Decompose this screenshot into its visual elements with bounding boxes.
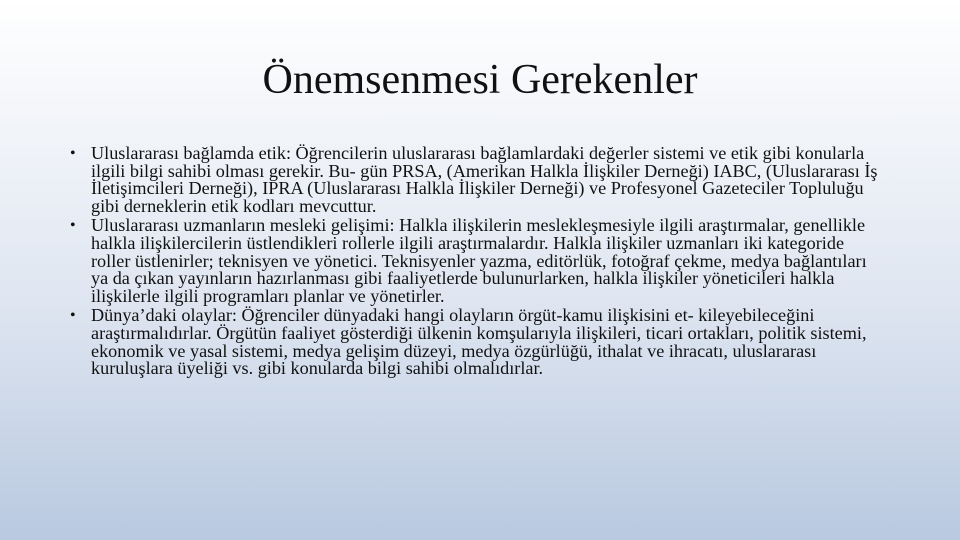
bullet-item-world-events <box>70 307 880 377</box>
bullet-marker: • <box>70 145 76 162</box>
bullet-text: Uluslararası uzmanların mesleki gelişimi: Halkla ilişkilerin meslekleşmesiyle ilgili araştırmalar, genellikle halkla ilişkilercilerin üstlendikleri rollerle ilgili araştırmalardır. Halkla ilişkiler uzmanları iki kategoride roller üstlenirler; teknisyen ve yönetici. Teknisyenler yazma, editörlük, fotoğraf çekme, medya bağlantıları ya da çıkan yayınların hazırlanması gibi faaliyetlerde bulunurlarken, halkla ilişkiler yöneticileri halkla ilişkilerle ilgili programları planlar ve yönetirler. <box>91 215 867 306</box>
bullet-text: Dünya’daki olaylar: Öğrenciler dünyadaki hangi olayların örgüt-kamu ilişkisini et- kileyebileceğini araştırmalıdırlar. Örgütün faaliyet gösterdiği ülkenin komşularıyla ilişkileri, ticari ortakları, politik sistemi, ekonomik ve yasal sistemi, medya gelişim düzeyi, medya özgürlüğü, ithalat ve ihracatı, uluslararası kuruluşlara üyeliği vs. gibi konularda bilgi sahibi olmalıdırlar. <box>91 305 867 379</box>
bullet-list <box>70 145 880 380</box>
bullet-marker: • <box>70 217 76 235</box>
bullet-text: Uluslararası bağlamda etik: Öğrencilerin uluslararası bağlamlardaki değerler sistemi ve etik gibi konularla ilgili bilgi sahibi olması gerekir. Bu- gün PRSA, (Amerikan Halkla İlişkiler Derneği) IABC, (Uluslararası İş İletişimcileri Derneği), IPRA (Uluslararası Halkla İlişkiler Derneği) ve Profesyonel Gazeteciler Topluluğu gibi derneklerin etik kodları mevcuttur. <box>91 143 878 216</box>
bullet-item-international-ethics <box>70 145 880 215</box>
bullet-marker: • <box>70 307 76 325</box>
bullet-item-professional-development <box>70 217 880 305</box>
slide-title: Önemsenmesi Gerekenler <box>262 57 698 103</box>
